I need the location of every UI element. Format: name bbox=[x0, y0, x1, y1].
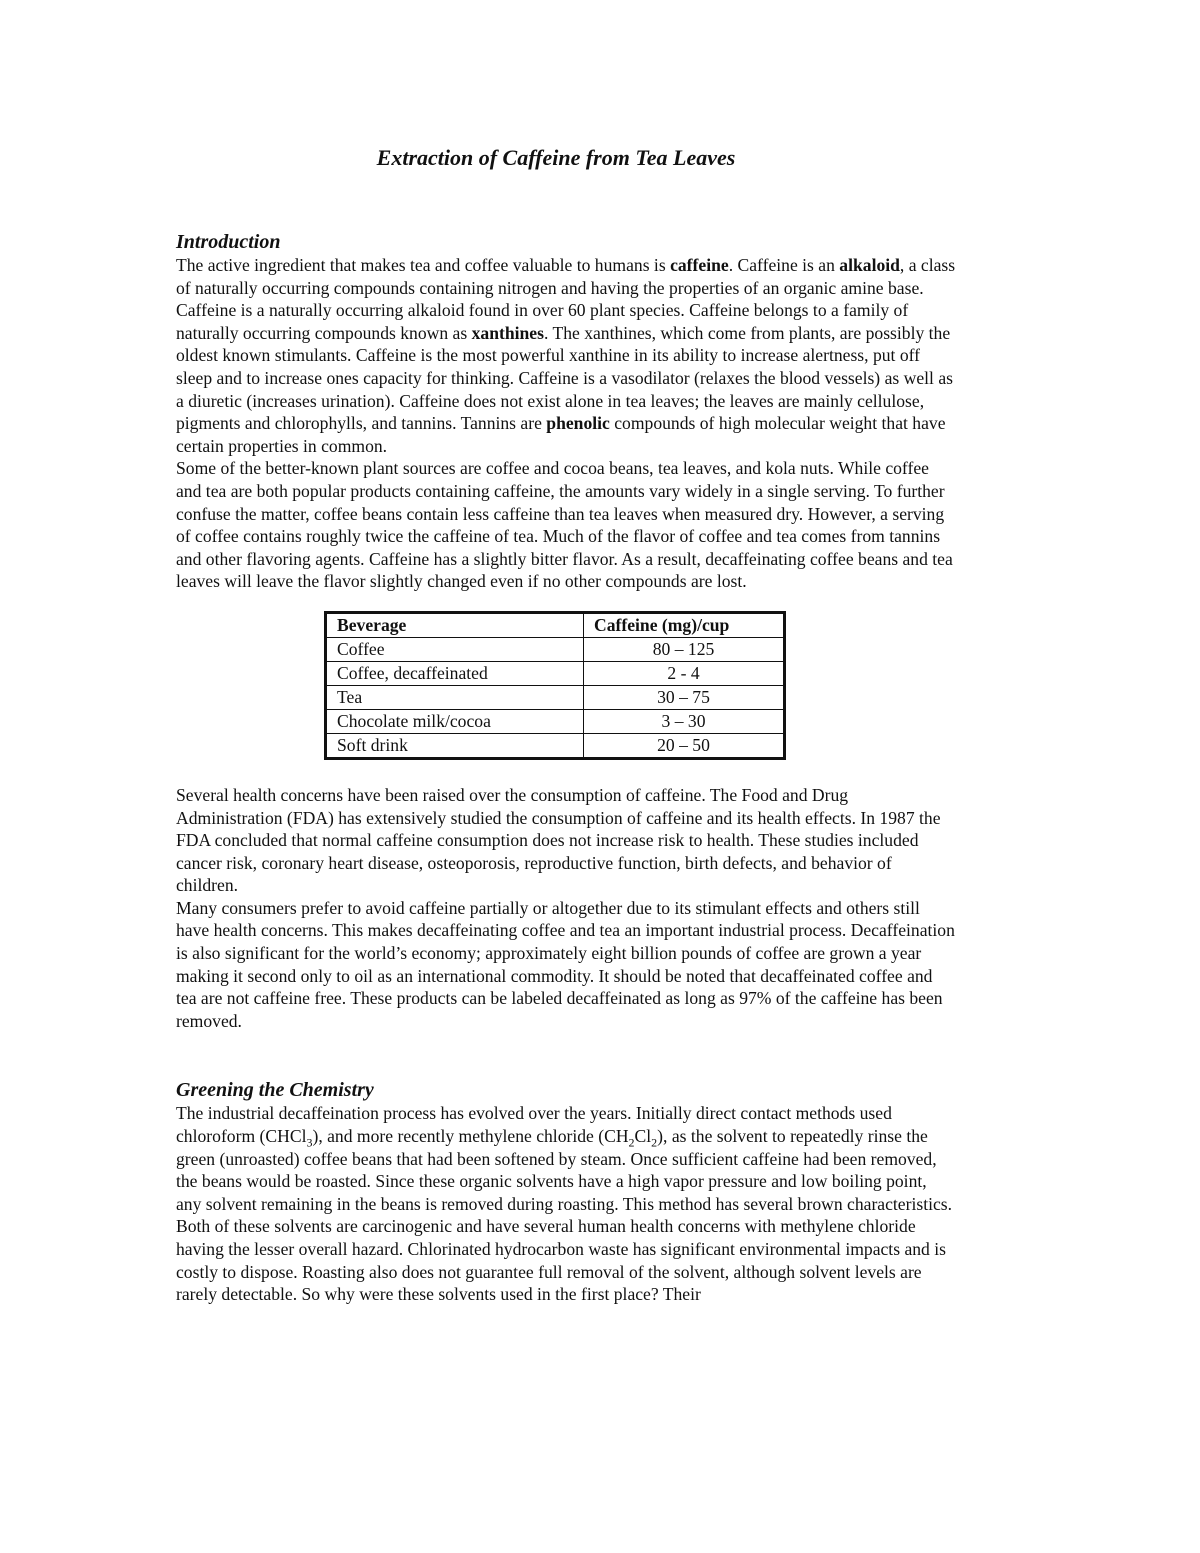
greening-text-c: Cl bbox=[634, 1126, 652, 1147]
intro-p2-text-c: . The xanthines, which come from plants, are possibly the oldest known stimulants. Caffeine is the most powerful xanthine in its ability to increase alertness, put off sleep and to increase ones capacity for thinking. Caffeine is a vasodilator (relaxes the blood vessels) as well as a diuretic (increases urination). Caffeine does not exist alone in tea leaves; the leaves are mainly cellulose, pigments and chlorophylls, and tannins. Tannins are bbox=[176, 322, 953, 434]
subscript: 2 bbox=[651, 1135, 658, 1150]
spacer bbox=[176, 760, 956, 784]
table-cell-beverage: Coffee bbox=[326, 637, 584, 661]
table-cell-beverage: Chocolate milk/cocoa bbox=[326, 709, 584, 733]
table-cell-caffeine: 30 – 75 bbox=[584, 685, 785, 709]
table-row bbox=[326, 685, 785, 709]
term-caffeine: caffeine bbox=[670, 255, 729, 275]
table-cell-beverage: Tea bbox=[326, 685, 584, 709]
subscript: 3 bbox=[306, 1135, 313, 1150]
section-heading-introduction: Introduction bbox=[176, 231, 281, 253]
intro-p1-text-c: . Caffeine is an bbox=[728, 255, 840, 275]
greening-text-a: The industrial decaffeination process has evolved over the years. Initially direct contact methods used chloroform (CHCl bbox=[176, 1103, 892, 1147]
table-row bbox=[326, 661, 785, 685]
term-alkaloid: alkaloid bbox=[839, 255, 900, 275]
table-header-caffeine: Caffeine (mg)/cup bbox=[584, 612, 785, 637]
term-phenolic: phenolic bbox=[546, 413, 610, 434]
table-cell-caffeine: 2 - 4 bbox=[584, 661, 785, 685]
table-row bbox=[326, 733, 785, 758]
table-cell-beverage: Coffee, decaffeinated bbox=[326, 661, 584, 685]
greening-paragraph bbox=[176, 1102, 956, 1305]
intro-p1-text-e: , a class of naturally occurring compounds containing nitrogen and having the properties of an organic amine base. bbox=[176, 255, 956, 298]
table-cell-caffeine: 80 – 125 bbox=[584, 637, 785, 661]
greening-text-d: ), as the solvent to repeatedly rinse the green (unroasted) coffee beans that had been softened by steam. Once sufficient caffeine had been removed, the beans would be roasted. Since these organic solvents have a high vapor pressure and low boiling point, any solvent remaining in the beans is removed during roasting. This method has several brown characteristics. Both of these solvents are carcinogenic and have several human health concerns with methylene chloride having the lesser overall hazard. Chlorinated hydrocarbon waste has significant environmental impacts and is costly to dispose. Roasting also does not guarantee full removal of the solvent, although solvent levels are rarely detectable. So why were these solvents used in the first place? Their bbox=[176, 1126, 953, 1305]
document-title: Extraction of Caffeine from Tea Leaves bbox=[376, 145, 736, 170]
table-header-beverage: Beverage bbox=[326, 612, 584, 637]
table-row bbox=[326, 637, 785, 661]
greening-text-b: ), and more recently methylene chloride (CH bbox=[312, 1126, 629, 1147]
intro-p1-text-a: The active ingredient that makes tea and coffee valuable to humans is bbox=[176, 255, 671, 275]
table-row bbox=[326, 709, 785, 733]
table-cell-caffeine: 3 – 30 bbox=[584, 709, 785, 733]
section-heading-greening: Greening the Chemistry bbox=[176, 1079, 374, 1102]
table-header-row bbox=[326, 612, 785, 637]
intro-paragraph-1 bbox=[176, 254, 956, 299]
intro-p2-text-e: compounds of high molecular weight that have certain properties in common. bbox=[176, 413, 946, 456]
spacer bbox=[176, 1032, 956, 1078]
table-cell-beverage: Soft drink bbox=[326, 733, 584, 758]
term-xanthines: xanthines bbox=[471, 322, 544, 343]
document-page bbox=[176, 138, 956, 1306]
intro-p2-text-a: Caffeine is a naturally occurring alkaloid found in over 60 plant species. Caffeine belongs to a family of naturally occurring compounds known as bbox=[176, 300, 909, 343]
table-cell-caffeine: 20 – 50 bbox=[584, 733, 785, 758]
subscript: 2 bbox=[628, 1135, 635, 1150]
health-paragraph-2: Many consumers prefer to avoid caffeine partially or altogether due to its stimulant effects and others still have health concerns. This makes decaffeinating coffee and tea an important industrial process. Decaffeination is also significant for the world’s economy; approximately eight billion pounds of coffee are grown a year making it second only to oil as an international commodity. It should be noted that decaffeinated coffee and tea are not caffeine free. These products can be labeled decaffeinated as long as 97% of the caffeine has been removed. bbox=[176, 897, 955, 1031]
health-paragraph-1: Several health concerns have been raised over the consumption of caffeine. The Food and Drug Administration (FDA) has extensively studied the consumption of caffeine and its health effects. In 1987 the FDA concluded that normal caffeine consumption does not increase risk to health. These studies included cancer risk, coronary heart disease, osteoporosis, reproductive function, birth defects, and behavior of children. bbox=[176, 784, 941, 896]
caffeine-content-table bbox=[324, 611, 786, 760]
intro-paragraph-2 bbox=[176, 299, 956, 457]
caffeine-table-container bbox=[324, 611, 956, 760]
intro-paragraph-3: Some of the better-known plant sources are coffee and cocoa beans, tea leaves, and kola nuts. While coffee and tea are both popular products containing caffeine, the amounts vary widely in a single serving. To further confuse the matter, coffee beans contain less caffeine than tea leaves when measured dry. However, a serving of coffee contains roughly twice the caffeine of tea. Much of the flavor of coffee and tea comes from tannins and other flavoring agents. Caffeine has a slightly bitter flavor. As a result, decaffeinating coffee beans and tea leaves will leave the flavor slightly changed even if no other compounds are lost. bbox=[176, 458, 953, 592]
